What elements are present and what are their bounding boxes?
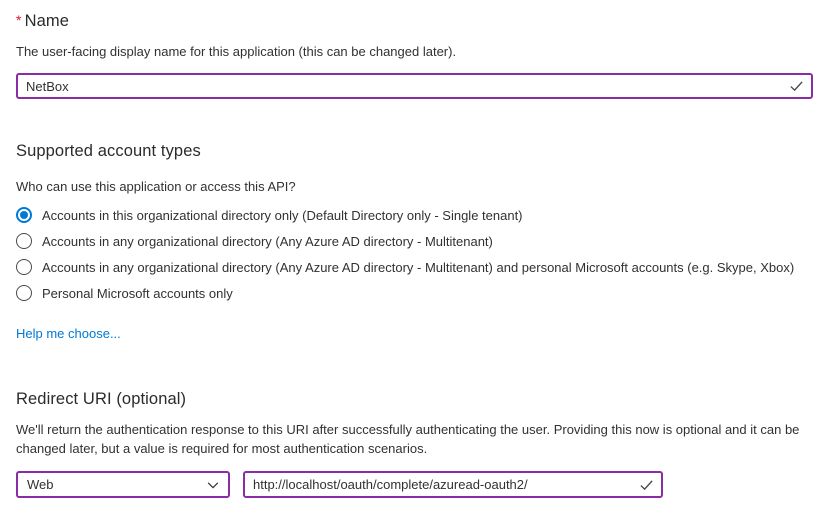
radio-option-label[interactable]: Personal Microsoft accounts only [42,285,233,301]
name-description: The user-facing display name for this application (this can be changed later). [16,44,457,59]
redirect-uri-input-container [243,471,663,498]
radio-icon[interactable] [16,259,32,275]
radio-option-label[interactable]: Accounts in any organizational directory (Any Azure AD directory - Multitenant) [42,233,493,249]
account-types-title: Supported account types [16,142,201,160]
help-me-choose-link[interactable]: Help me choose... [16,326,121,341]
name-input[interactable] [16,73,813,99]
radio-option[interactable] [16,202,813,228]
radio-icon[interactable] [16,233,32,249]
radio-option-label[interactable]: Accounts in this organizational directory only (Default Directory only - Single tenant) [42,207,523,223]
platform-select-value: Web [27,477,54,492]
radio-option[interactable] [16,254,813,280]
radio-icon[interactable] [16,285,32,301]
account-types-radio-group [16,202,813,306]
name-section-title-text: Name [24,12,69,30]
redirect-uri-title: Redirect URI (optional) [16,390,187,408]
account-types-question: Who can use this application or access this API? [16,179,296,194]
redirect-uri-description: We'll return the authentication response to this URI after successfully authenticating the user. Providing this now is optional and it can be changed later, but a value is required for most authentication scenarios. [16,422,800,456]
radio-icon[interactable] [16,207,32,223]
radio-option[interactable] [16,228,813,254]
radio-option[interactable] [16,280,813,306]
radio-option-label[interactable]: Accounts in any organizational directory (Any Azure AD directory - Multitenant) and personal Microsoft accounts (e.g. Skype, Xbox) [42,259,795,275]
platform-select-dropdown[interactable] [16,471,230,498]
chevron-down-icon [206,478,220,492]
name-input-container [16,73,813,99]
redirect-uri-row [16,471,813,498]
required-asterisk: * [16,12,22,28]
redirect-uri-input[interactable] [243,471,663,498]
name-section-title [16,12,813,31]
